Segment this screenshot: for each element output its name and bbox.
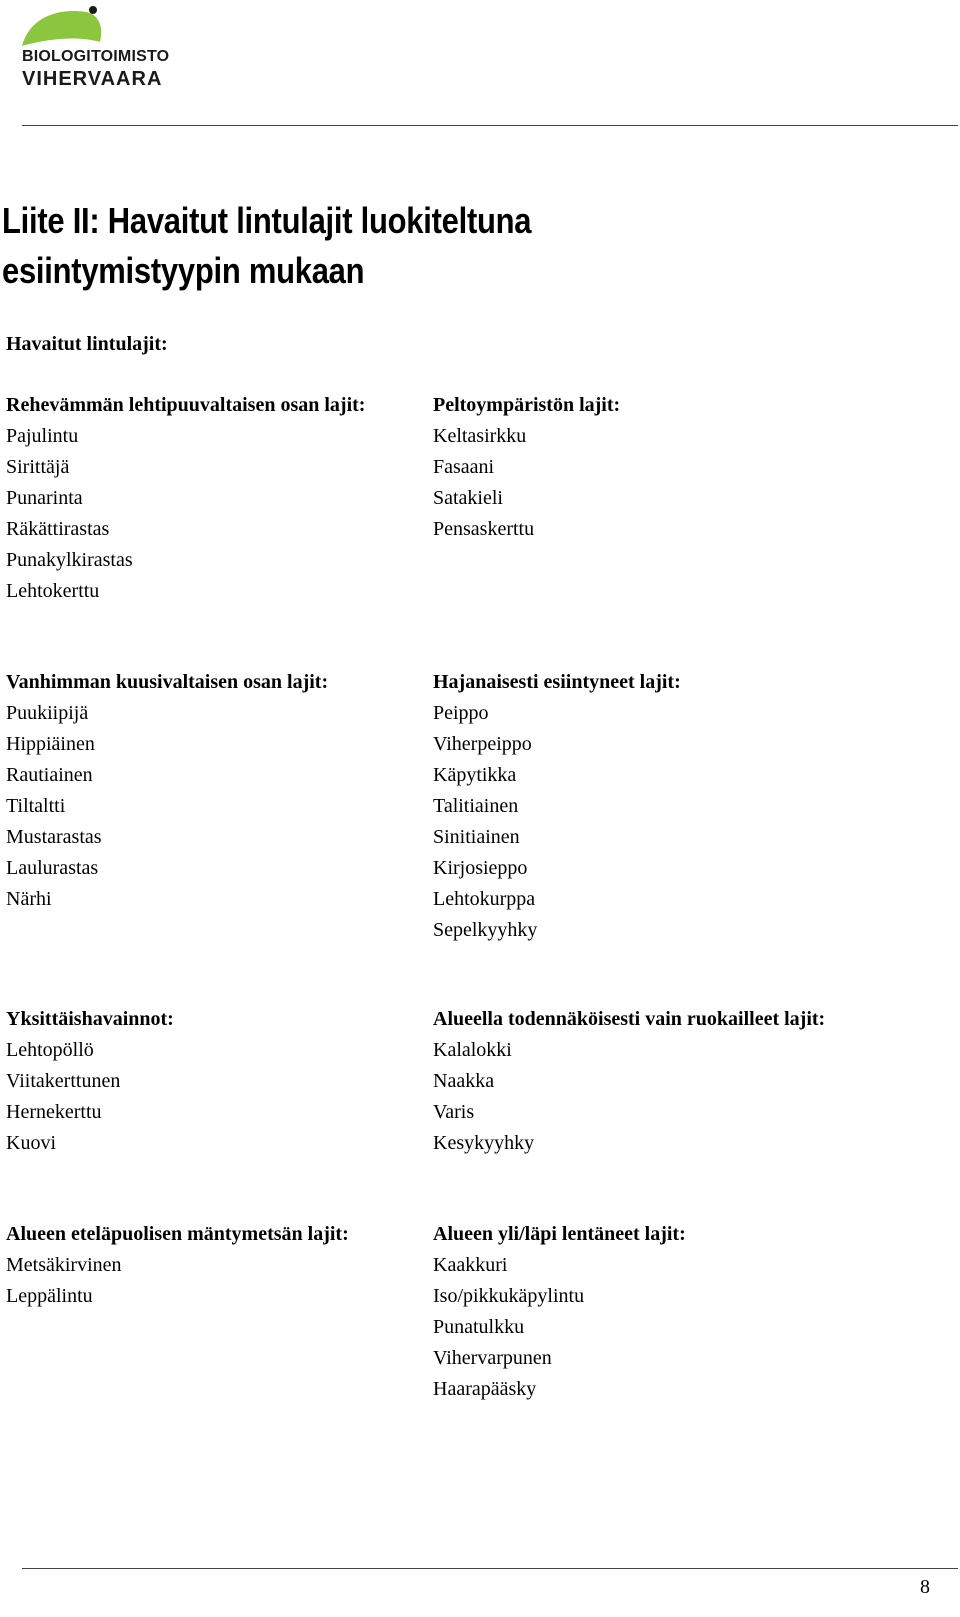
species-item: Viherpeippo bbox=[433, 733, 532, 755]
species-item: Tiltaltti bbox=[6, 795, 66, 817]
species-list bbox=[433, 698, 681, 946]
species-list bbox=[433, 1035, 825, 1159]
species-item: Metsäkirvinen bbox=[6, 1254, 122, 1276]
species-item: Mustarastas bbox=[6, 826, 102, 848]
species-item: Puukiipijä bbox=[6, 702, 89, 724]
group-heading: Alueen yli/läpi lentäneet lajit: bbox=[433, 1223, 686, 1245]
species-group bbox=[433, 1004, 825, 1159]
species-group bbox=[6, 1004, 174, 1159]
species-item: Haarapääsky bbox=[433, 1378, 537, 1400]
species-list bbox=[433, 421, 620, 545]
species-item: Keltasirkku bbox=[433, 425, 527, 447]
species-item: Kuovi bbox=[6, 1132, 56, 1154]
species-item: Hippiäinen bbox=[6, 733, 95, 755]
species-item: Vihervarpunen bbox=[433, 1347, 552, 1369]
group-heading: Hajanaisesti esiintyneet lajit: bbox=[433, 671, 681, 693]
species-item: Punakylkirastas bbox=[6, 549, 133, 571]
species-item: Leppälintu bbox=[6, 1285, 93, 1307]
leaf-logo-icon bbox=[20, 4, 120, 50]
company-logo bbox=[20, 4, 170, 94]
page-title: Liite II: Havaitut lintulajit luokiteltuna esiintymistyypin mukaan bbox=[2, 200, 532, 291]
species-group bbox=[433, 390, 620, 545]
species-group bbox=[433, 667, 681, 946]
species-item: Pajulintu bbox=[6, 425, 79, 447]
species-item: Sepelkyyhky bbox=[433, 919, 538, 941]
species-item: Sirittäjä bbox=[6, 456, 70, 478]
species-list bbox=[6, 1250, 349, 1312]
group-heading: Vanhimman kuusivaltaisen osan lajit: bbox=[6, 671, 329, 693]
logo-text-line1: BIOLOGITOIMISTO bbox=[22, 48, 170, 65]
group-heading: Rehevämmän lehtipuuvaltaisen osan lajit: bbox=[6, 394, 366, 416]
species-item: Kaakkuri bbox=[433, 1254, 508, 1276]
group-heading: Alueella todennäköisesti vain ruokailleet lajit: bbox=[433, 1008, 826, 1030]
intro-heading: Havaitut lintulajit: bbox=[6, 333, 168, 355]
species-item: Fasaani bbox=[433, 456, 495, 478]
species-item: Punatulkku bbox=[433, 1316, 525, 1338]
species-list bbox=[6, 1035, 174, 1159]
species-item: Räkättirastas bbox=[6, 518, 110, 540]
species-item: Laulurastas bbox=[6, 857, 99, 879]
species-group bbox=[6, 667, 328, 915]
species-item: Sinitiainen bbox=[433, 826, 520, 848]
species-item: Lehtopöllö bbox=[6, 1039, 94, 1061]
species-item: Naakka bbox=[433, 1070, 495, 1092]
group-heading: Alueen eteläpuolisen mäntymetsän lajit: bbox=[6, 1223, 349, 1245]
species-group bbox=[433, 1219, 686, 1405]
group-heading: Peltoympäristön lajit: bbox=[433, 394, 621, 416]
logo-text-line2: VIHERVAARA bbox=[22, 68, 163, 90]
species-item: Käpytikka bbox=[433, 764, 517, 786]
species-item: Lehtokurppa bbox=[433, 888, 536, 910]
species-item: Satakieli bbox=[433, 487, 503, 509]
group-heading: Yksittäishavainnot: bbox=[6, 1008, 174, 1030]
species-item: Peippo bbox=[433, 702, 489, 724]
species-item: Närhi bbox=[6, 888, 52, 910]
species-item: Pensaskerttu bbox=[433, 518, 535, 540]
species-group bbox=[6, 1219, 349, 1312]
species-list bbox=[6, 698, 328, 915]
species-item: Kalalokki bbox=[433, 1039, 512, 1061]
species-item: Rautiainen bbox=[6, 764, 93, 786]
species-item: Lehtokerttu bbox=[6, 580, 100, 602]
species-item: Kirjosieppo bbox=[433, 857, 528, 879]
species-item: Hernekerttu bbox=[6, 1101, 102, 1123]
page-number: 8 bbox=[920, 1576, 930, 1598]
species-group bbox=[6, 390, 365, 607]
species-item: Viitakerttunen bbox=[6, 1070, 121, 1092]
species-item: Iso/pikkukäpylintu bbox=[433, 1285, 585, 1307]
header-divider bbox=[22, 125, 958, 126]
species-item: Kesykyyhky bbox=[433, 1132, 535, 1154]
species-item: Talitiainen bbox=[433, 795, 519, 817]
species-item: Punarinta bbox=[6, 487, 83, 509]
species-list bbox=[433, 1250, 686, 1405]
species-item: Varis bbox=[433, 1101, 475, 1123]
species-list bbox=[6, 421, 365, 607]
footer-divider bbox=[22, 1568, 958, 1569]
